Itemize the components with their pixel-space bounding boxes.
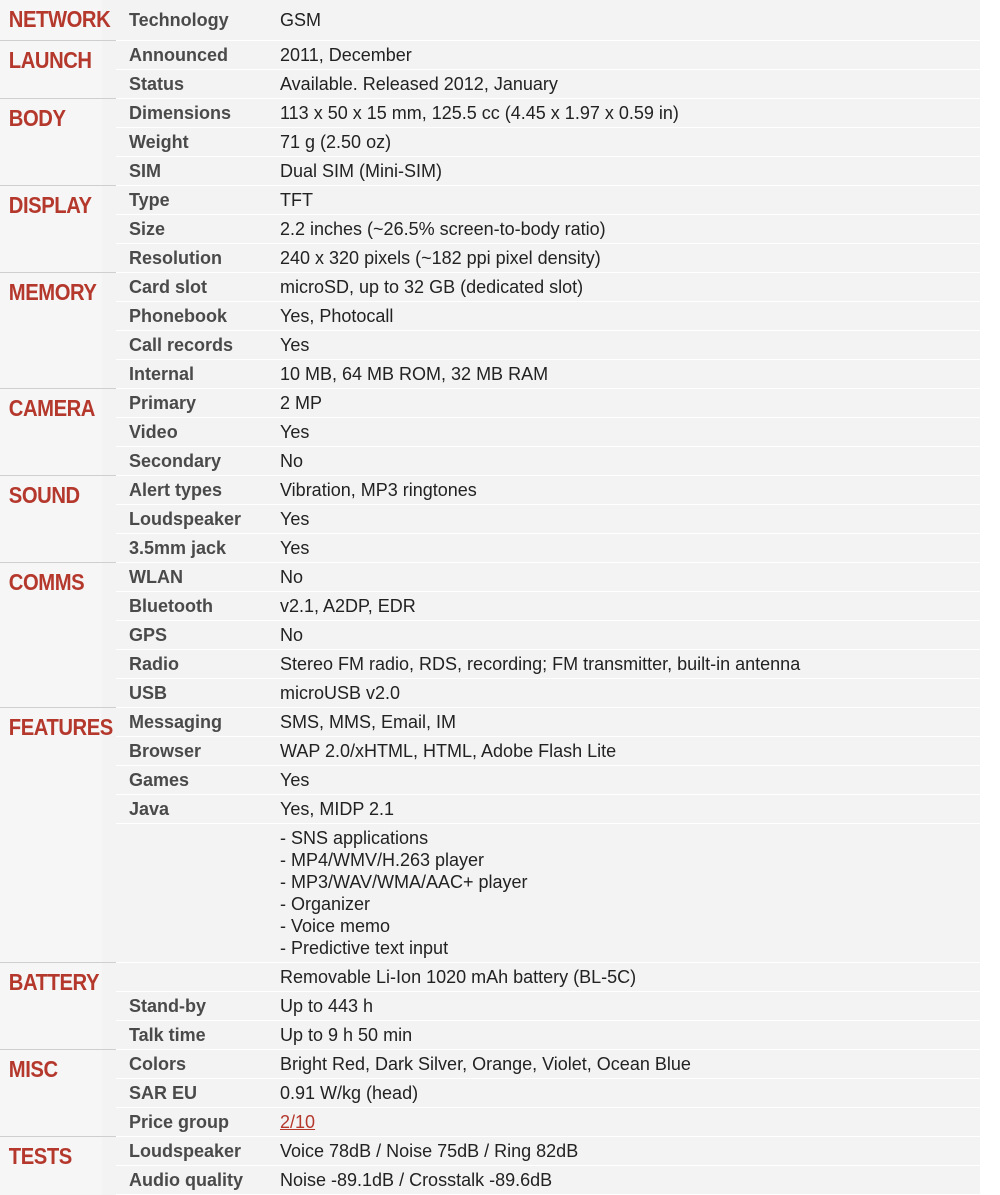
spec-value: 2.2 inches (~26.5% screen-to-body ratio)	[272, 215, 980, 244]
spec-label: Colors	[116, 1050, 272, 1079]
spec-value: Yes	[272, 505, 980, 534]
spec-row-sound-3-5mm-jack	[0, 534, 980, 563]
spec-row-display-size	[0, 215, 980, 244]
section-title-network: NETWORK	[0, 0, 102, 41]
section-title-battery: BATTERY	[0, 963, 102, 1050]
spec-label	[116, 824, 272, 963]
spec-label: Call records	[116, 331, 272, 360]
spec-row-misc-price-group	[0, 1108, 980, 1137]
spec-row-memory-phonebook	[0, 302, 980, 331]
spec-label: SAR EU	[116, 1079, 272, 1108]
spec-row-features-extra-4	[0, 824, 980, 963]
spec-label: Technology	[116, 0, 272, 41]
spec-value: 2011, December	[272, 41, 980, 70]
section-title-misc: MISC	[0, 1050, 102, 1137]
spec-label: GPS	[116, 621, 272, 650]
feature-list-item: - MP4/WMV/H.263 player	[280, 850, 485, 870]
spec-label: USB	[116, 679, 272, 708]
spec-row-features-games	[0, 766, 980, 795]
spec-value: Up to 9 h 50 min	[272, 1021, 980, 1050]
spec-value	[272, 824, 980, 963]
spec-row-camera-video	[0, 418, 980, 447]
spec-value: Vibration, MP3 ringtones	[272, 476, 980, 505]
spec-row-camera-secondary	[0, 447, 980, 476]
spec-value: 240 x 320 pixels (~182 ppi pixel density)	[272, 244, 980, 273]
spec-row-comms-bluetooth	[0, 592, 980, 621]
spec-row-body-weight	[0, 128, 980, 157]
feature-list-item: - SNS applications	[280, 828, 429, 848]
spec-row-comms-usb	[0, 679, 980, 708]
spec-value: Yes	[272, 766, 980, 795]
spec-row-misc-sar-eu	[0, 1079, 980, 1108]
spec-label: Primary	[116, 389, 272, 418]
spec-label: Price group	[116, 1108, 272, 1137]
spec-row-body-dimensions	[0, 99, 980, 128]
section-title-tests: TESTS	[0, 1137, 102, 1195]
section-title-body: BODY	[0, 99, 102, 186]
spec-row-tests-audio-quality	[0, 1166, 980, 1195]
spec-row-display-resolution	[0, 244, 980, 273]
spec-row-features-java	[0, 795, 980, 824]
page-right-margin	[980, 0, 1000, 1187]
spec-row-tests-loudspeaker	[0, 1137, 980, 1166]
spec-value: No	[272, 563, 980, 592]
spec-row-display-type	[0, 186, 980, 215]
spec-value: Yes	[272, 418, 980, 447]
spec-value: microSD, up to 32 GB (dedicated slot)	[272, 273, 980, 302]
spec-value: 113 x 50 x 15 mm, 125.5 cc (4.45 x 1.97 x 0.59 in)	[272, 99, 980, 128]
spec-row-camera-primary	[0, 389, 980, 418]
spec-label: Video	[116, 418, 272, 447]
feature-list-item: - MP3/WAV/WMA/AAC+ player	[280, 872, 528, 892]
spec-row-launch-status	[0, 70, 980, 99]
spec-label: Secondary	[116, 447, 272, 476]
spec-row-features-messaging	[0, 708, 980, 737]
spec-value: TFT	[272, 186, 980, 215]
section-title-features: FEATURES	[0, 708, 102, 963]
spec-value: Yes, MIDP 2.1	[272, 795, 980, 824]
spec-row-comms-gps	[0, 621, 980, 650]
section-title-comms: COMMS	[0, 563, 102, 708]
spec-value	[272, 1108, 980, 1137]
spec-value: WAP 2.0/xHTML, HTML, Adobe Flash Lite	[272, 737, 980, 766]
spec-value: Yes	[272, 534, 980, 563]
spec-value: 10 MB, 64 MB ROM, 32 MB RAM	[272, 360, 980, 389]
spec-row-body-sim	[0, 157, 980, 186]
spec-label: Internal	[116, 360, 272, 389]
spec-value: Yes, Photocall	[272, 302, 980, 331]
spec-row-battery-talk-time	[0, 1021, 980, 1050]
spec-value: v2.1, A2DP, EDR	[272, 592, 980, 621]
spec-label: Status	[116, 70, 272, 99]
spec-value: No	[272, 621, 980, 650]
section-title-camera: CAMERA	[0, 389, 102, 476]
section-title-memory: MEMORY	[0, 273, 102, 389]
spec-label: Audio quality	[116, 1166, 272, 1195]
spec-value: Voice 78dB / Noise 75dB / Ring 82dB	[272, 1137, 980, 1166]
spec-value: Stereo FM radio, RDS, recording; FM transmitter, built-in antenna	[272, 650, 980, 679]
spec-row-comms-radio	[0, 650, 980, 679]
spec-row-sound-alert-types	[0, 476, 980, 505]
spec-row-battery-extra-0	[0, 963, 980, 992]
spec-value: Available. Released 2012, January	[272, 70, 980, 99]
spec-value: Up to 443 h	[272, 992, 980, 1021]
spec-row-sound-loudspeaker	[0, 505, 980, 534]
spec-label: 3.5mm jack	[116, 534, 272, 563]
spec-value: Dual SIM (Mini-SIM)	[272, 157, 980, 186]
spec-label: Card slot	[116, 273, 272, 302]
spec-value: 0.91 W/kg (head)	[272, 1079, 980, 1108]
spec-label: Browser	[116, 737, 272, 766]
spec-row-memory-internal	[0, 360, 980, 389]
section-title-launch: LAUNCH	[0, 41, 102, 99]
spec-value: 2 MP	[272, 389, 980, 418]
spec-label: Stand-by	[116, 992, 272, 1021]
spec-row-comms-wlan	[0, 563, 980, 592]
spec-row-features-browser	[0, 737, 980, 766]
spec-row-launch-announced	[0, 41, 980, 70]
spec-label: Loudspeaker	[116, 1137, 272, 1166]
spec-label: Announced	[116, 41, 272, 70]
spec-row-battery-stand-by	[0, 992, 980, 1021]
spec-label: Resolution	[116, 244, 272, 273]
spec-label: WLAN	[116, 563, 272, 592]
spec-value: SMS, MMS, Email, IM	[272, 708, 980, 737]
spec-label: Alert types	[116, 476, 272, 505]
spec-value: microUSB v2.0	[272, 679, 980, 708]
spec-label: Weight	[116, 128, 272, 157]
spec-label: Size	[116, 215, 272, 244]
spec-value: Removable Li-Ion 1020 mAh battery (BL-5C)	[272, 963, 980, 992]
spec-value: Bright Red, Dark Silver, Orange, Violet, Ocean Blue	[272, 1050, 980, 1079]
section-title-display: DISPLAY	[0, 186, 102, 273]
spec-label: Games	[116, 766, 272, 795]
spec-label: SIM	[116, 157, 272, 186]
spec-label	[116, 963, 272, 992]
spec-label: Radio	[116, 650, 272, 679]
price-group-link[interactable]: 2/10	[280, 1112, 316, 1132]
spec-label: Loudspeaker	[116, 505, 272, 534]
spec-label: Talk time	[116, 1021, 272, 1050]
spec-value: 71 g (2.50 oz)	[272, 128, 980, 157]
spec-row-network-technology	[0, 0, 980, 41]
feature-list-item: - Organizer	[280, 894, 371, 914]
spec-label: Messaging	[116, 708, 272, 737]
spec-value: Yes	[272, 331, 980, 360]
spec-row-memory-call-records	[0, 331, 980, 360]
spec-label: Java	[116, 795, 272, 824]
feature-list-item: - Voice memo	[280, 916, 391, 936]
spec-value: Noise -89.1dB / Crosstalk -89.6dB	[272, 1166, 980, 1195]
spec-value: GSM	[272, 0, 980, 41]
feature-list-item: - Predictive text input	[280, 938, 449, 958]
spec-row-misc-colors	[0, 1050, 980, 1079]
section-title-sound: SOUND	[0, 476, 102, 563]
spec-label: Bluetooth	[116, 592, 272, 621]
spec-row-memory-card-slot	[0, 273, 980, 302]
spec-value: No	[272, 447, 980, 476]
spec-label: Phonebook	[116, 302, 272, 331]
spec-label: Dimensions	[116, 99, 272, 128]
spec-label: Type	[116, 186, 272, 215]
